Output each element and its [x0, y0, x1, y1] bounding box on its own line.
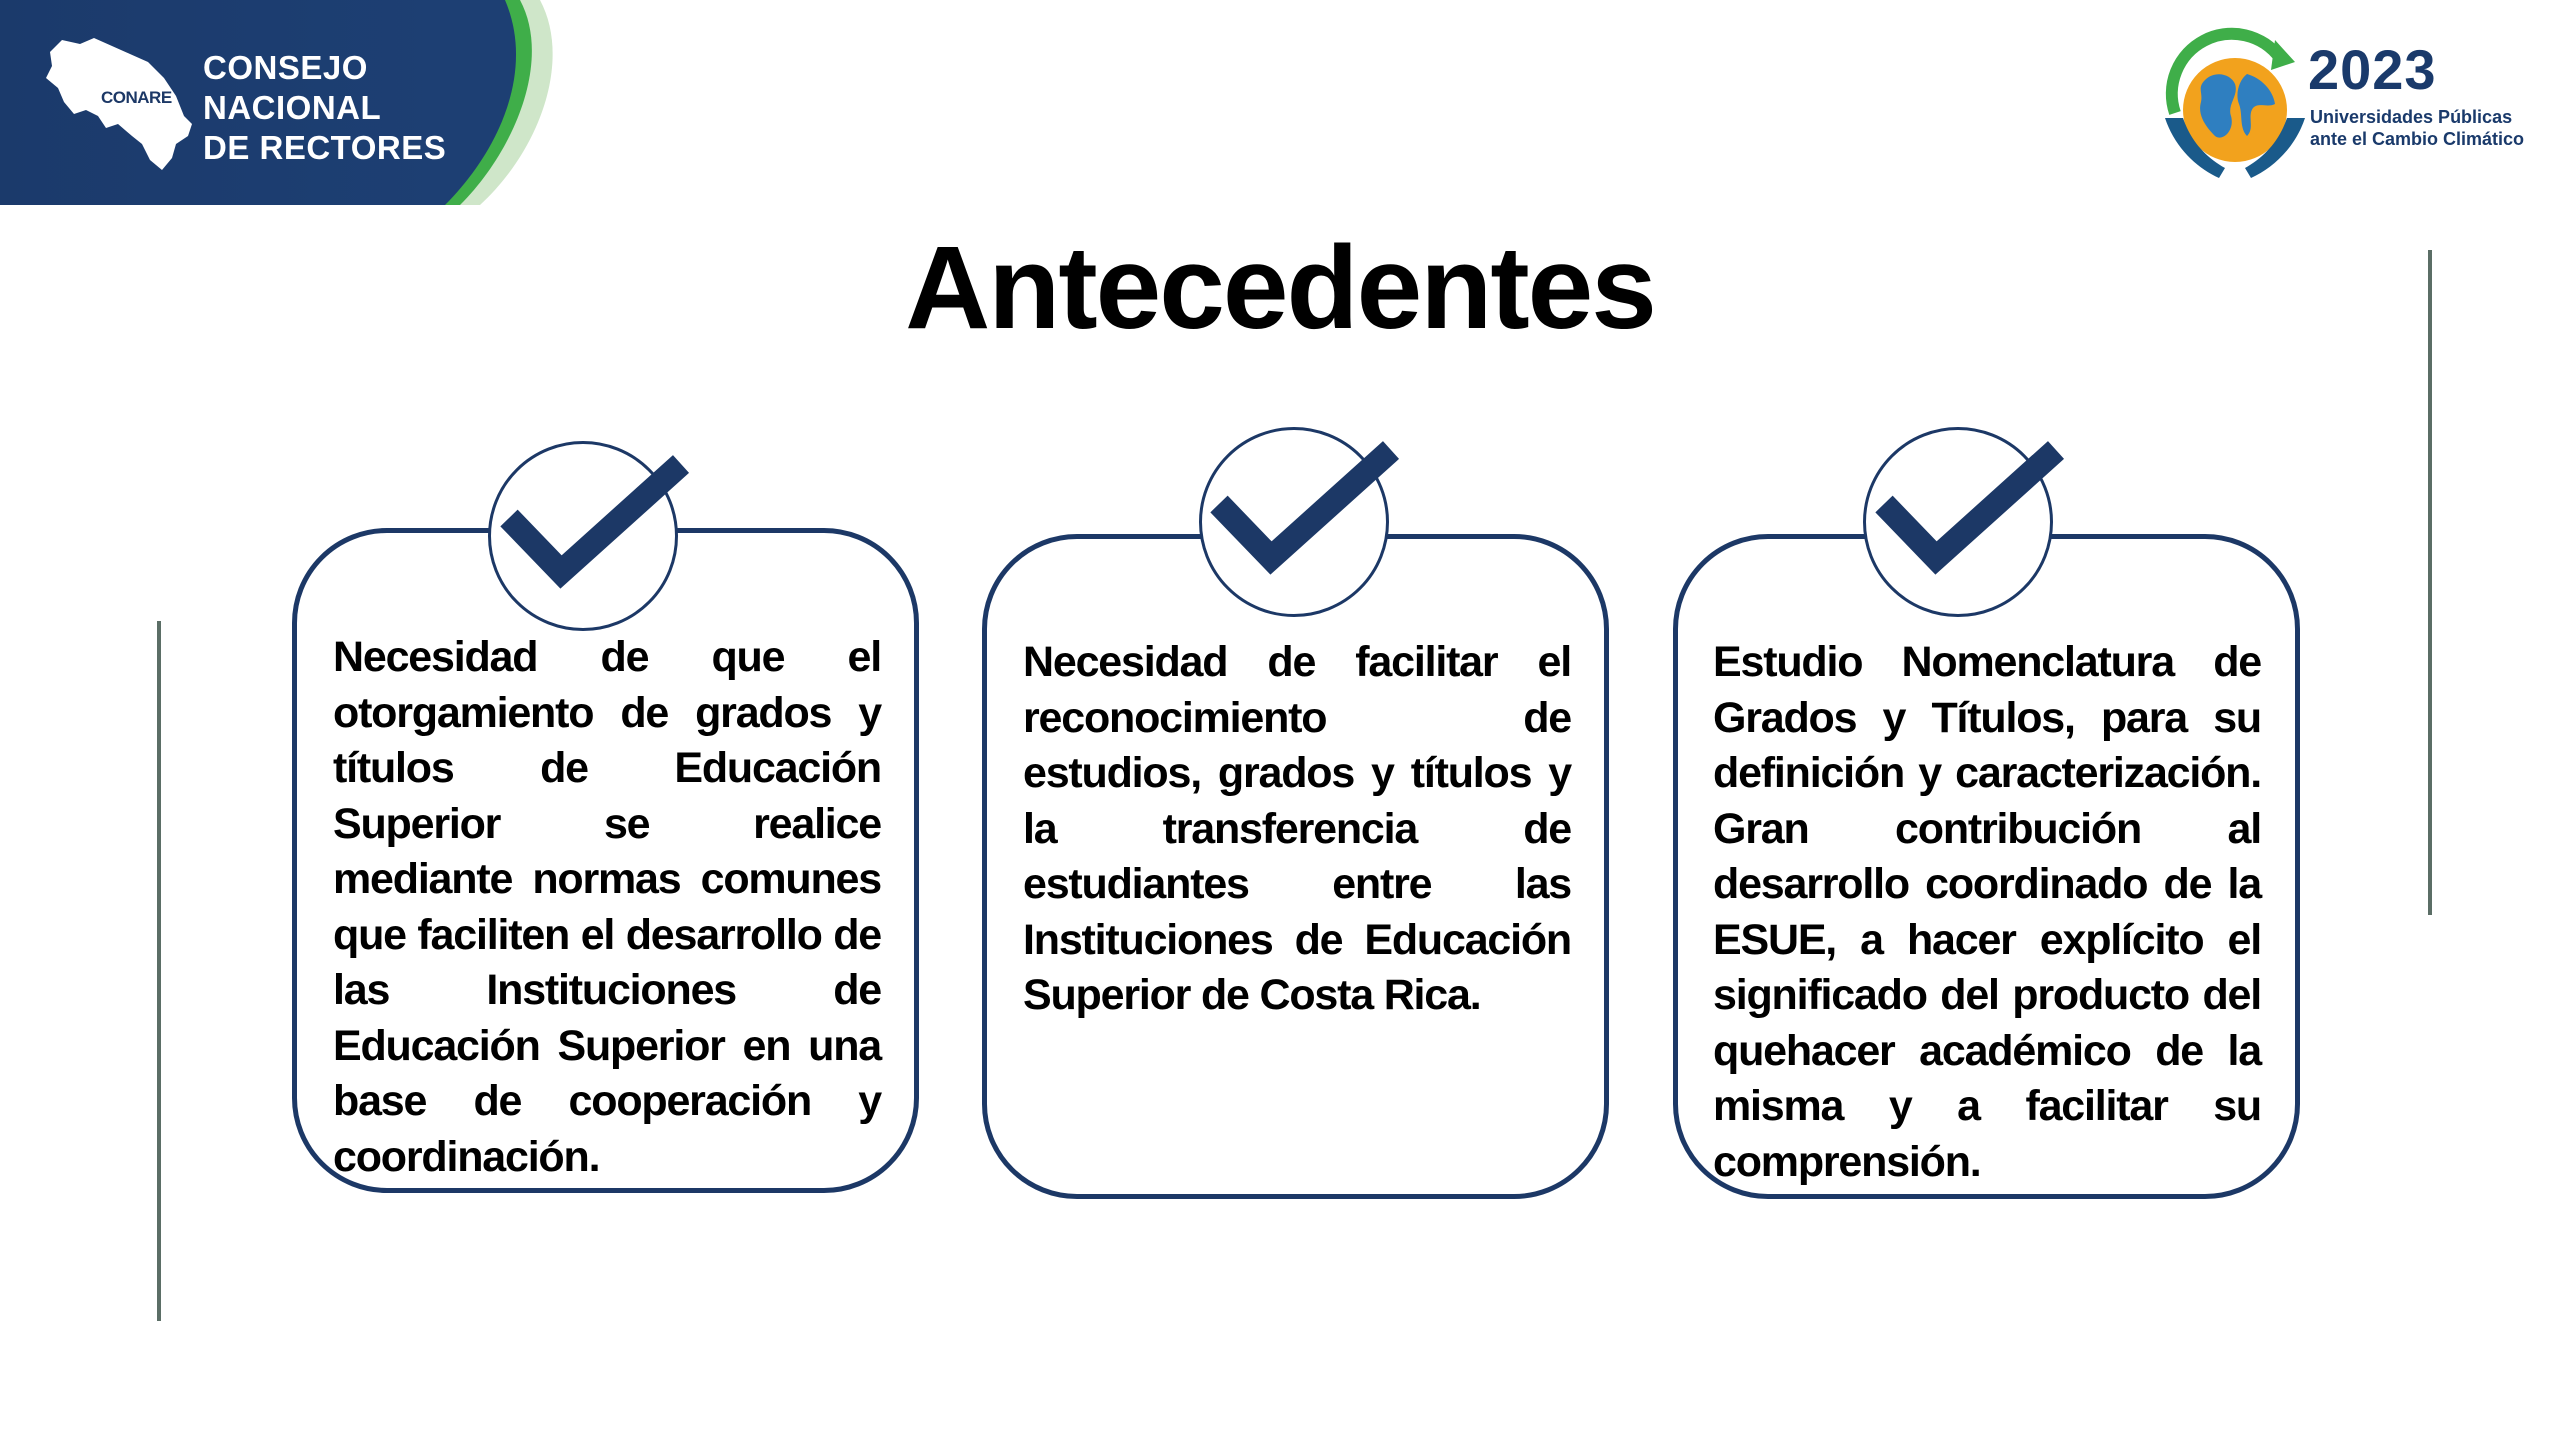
org-abbreviation: CONARE	[101, 88, 172, 107]
page-title: Antecedentes	[905, 222, 1655, 354]
checkmark-icon	[1870, 434, 2070, 584]
card-3-text: Estudio Nomenclatura de Grados y Títulos, para su definición y caracterización. Gran contribución al desarrollo coordinado de la ESUE, a hacer explícito el significado del producto del quehacer académico de la misma y a facilitar su comprensión.	[1713, 638, 2261, 1186]
checkmark-icon	[1205, 434, 1405, 584]
year-subtitle-line: Universidades Públicas	[2310, 107, 2513, 127]
vertical-divider-right	[2428, 250, 2432, 915]
org-name-line: DE RECTORES	[203, 129, 447, 166]
year-subtitle	[2310, 106, 2524, 150]
year-label: 2023	[2308, 38, 2437, 101]
vertical-divider-left	[157, 621, 161, 1321]
org-name-line: NACIONAL	[203, 89, 382, 126]
globe-hands-logo-icon	[2135, 18, 2335, 188]
checkmark-icon	[495, 448, 695, 598]
card-2-text: Necesidad de facilitar el reconocimiento de estudios, grados y títulos y la transferencia de estudiantes entre las Instituciones de Educación Superior de Costa Rica.	[1023, 638, 1571, 1019]
card-1-text: Necesidad de que el otorgamiento de grados y títulos de Educación Superior se realice mediante normas comunes que faciliten el desarrollo de las Instituciones de Educación Superior en una base de cooperación y coordinación.	[333, 633, 881, 1181]
year-subtitle-line: ante el Cambio Climático	[2310, 129, 2525, 149]
org-name-line: CONSEJO	[203, 49, 368, 86]
org-name	[203, 48, 446, 168]
